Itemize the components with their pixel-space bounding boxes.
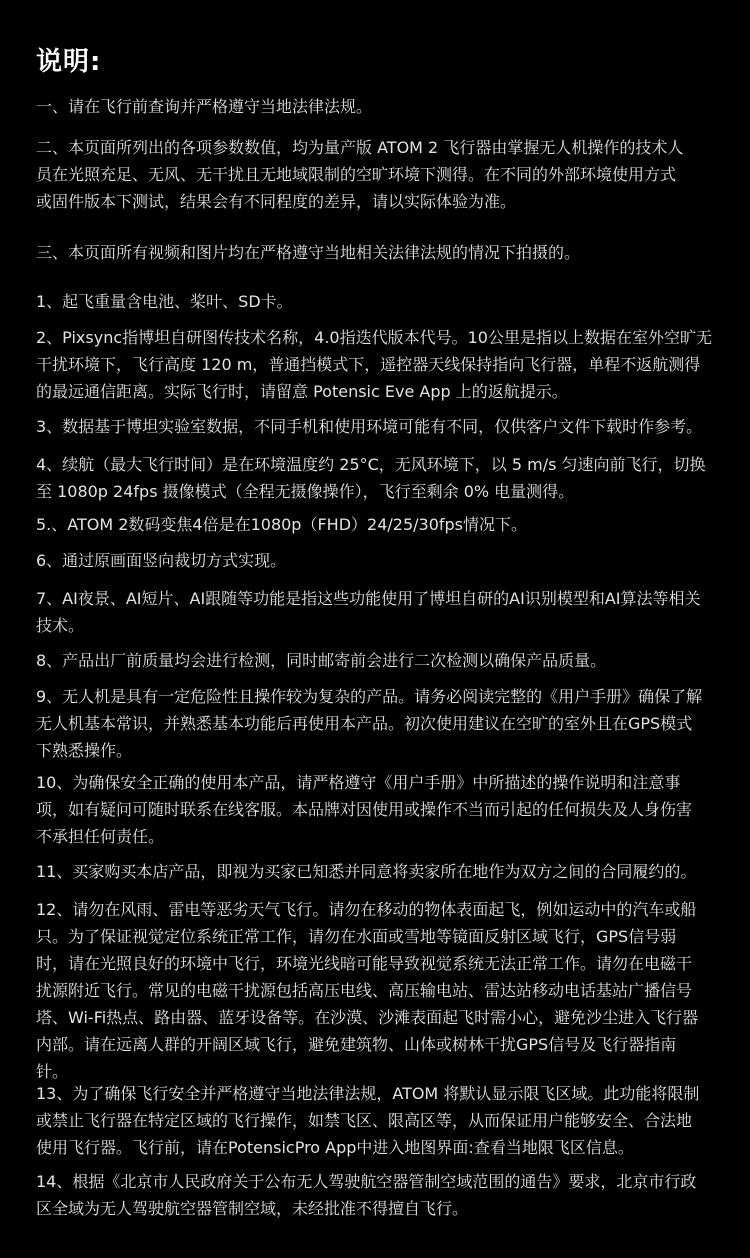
paragraph-17: 14、根据《北京市人民政府关于公布无人驾驶航空器管制空域范围的通告》要求，北京市行政 区全域为无人驾驶航空器管制空域，未经批准不得擅自飞行。 (36, 1172, 697, 1218)
paragraph-11: 8、产品出厂前质量均会进行检测，同时邮寄前会进行二次检测以确保产品质量。 (36, 651, 607, 670)
paragraph-7: 4、续航（最大飞行时间）是在环境温度约 25°C，无风环境下，以 5 m/s 匀速向前飞行，切换 至 1080p 24fps 摄像模式（全程无摄像操作），飞行至剩余 0% 电量测得。 (36, 455, 706, 501)
paragraph-6: 3、数据基于博坦实验室数据，不同手机和使用环境可能有不同，仅供客户文件下载时作参考。 (36, 417, 703, 436)
paragraph-2: 二、本页面所列出的各项参数数值，均为量产版 ATOM 2 飞行器由掌握无人机操作的技术人 员在光照充足、无风、无干扰且无地域限制的空旷环境下测得。在不同的外部环境使用方式 或固件版本下测试，结果会有不同程度的差异，请以实际体验为准。 (36, 138, 684, 211)
paragraph-13: 10、为确保安全正确的使用本产品，请严格遵守《用户手册》中所描述的操作说明和注意事 项，如有疑问可随时联系在线客服。本品牌对因使用或操作不当而引起的任何损失及人身伤害 不承担任何责任。 (36, 773, 693, 846)
paragraph-1: 一、请在飞行前查询并严格遵守当地法律法规。 (36, 97, 373, 116)
paragraph-12: 9、无人机是具有一定危险性且操作较为复杂的产品。请务必阅读完整的《用户手册》确保了解 无人机基本常识，并熟悉基本功能后再使用本产品。初次使用建议在空旷的室外且在GPS模式 下熟悉操作。 (36, 687, 703, 760)
paragraph-3: 三、本页面所有视频和图片均在严格遵守当地相关法律法规的情况下拍摄的。 (36, 243, 581, 262)
paragraph-5: 2、Pixsync指博坦自研图传技术名称，4.0指迭代版本代号。10公里是指以上数据在室外空旷无 干扰环境下，飞行高度 120 m，普通挡模式下，遥控器天线保持指向飞行器，单程不返航测得 的最远通信距离。实际飞行时，请留意 Potensic Eve App 上的返航提示。 (36, 328, 712, 401)
paragraph-4: 1、起飞重量含电池、桨叶、SD卡。 (36, 292, 293, 311)
paragraph-8: 5.、ATOM 2数码变焦4倍是在1080p（FHD）24/25/30fps情况下。 (36, 515, 528, 534)
paragraph-16: 13、为了确保飞行安全并严格遵守当地法律法规，ATOM 将默认显示限飞区域。此功能将限制 或禁止飞行器在特定区域的飞行操作，如禁飞区、限高区等，从而保证用户能够安全、合法地 使用飞行器。飞行前，请在PotensicPro App中进入地图界面:查看当地限飞区信息。 (36, 1084, 700, 1157)
paragraph-14: 11、买家购买本店产品，即视为买家已知悉并同意将卖家所在地作为双方之间的合同履约的。 (36, 862, 697, 881)
paragraph-9: 6、通过原画面竖向裁切方式实现。 (36, 551, 287, 570)
paragraph-15: 12、请勿在风雨、雷电等恶劣天气飞行。请勿在移动的物体表面起飞，例如运动中的汽车或船 只。为了保证视觉定位系统正常工作，请勿在水面或雪地等镜面反射区域飞行，GPS信号弱 时，请在光照良好的环境中飞行，环境光线暗可能导致视觉系统无法正常工作。请勿在电磁干 扰源附近飞行。常见的电磁干扰源包括高压电线、高压输电站、雷达站移动电话基站广播信号 塔、Wi-Fi热点、路由器、蓝牙设备等。在沙漠、沙滩表面起飞时需小心，避免沙尘进入飞行器 内部。请在远离人群的开阔区域飞行，避免建筑物、山体或树林干扰GPS信号及飞行器指南 针。 (36, 900, 699, 1081)
page-title: 说明: (36, 47, 102, 77)
paragraph-10: 7、AI夜景、AI短片、AI跟随等功能是指这些功能使用了博坦自研的AI识别模型和AI算法等相关 技术。 (36, 589, 701, 635)
